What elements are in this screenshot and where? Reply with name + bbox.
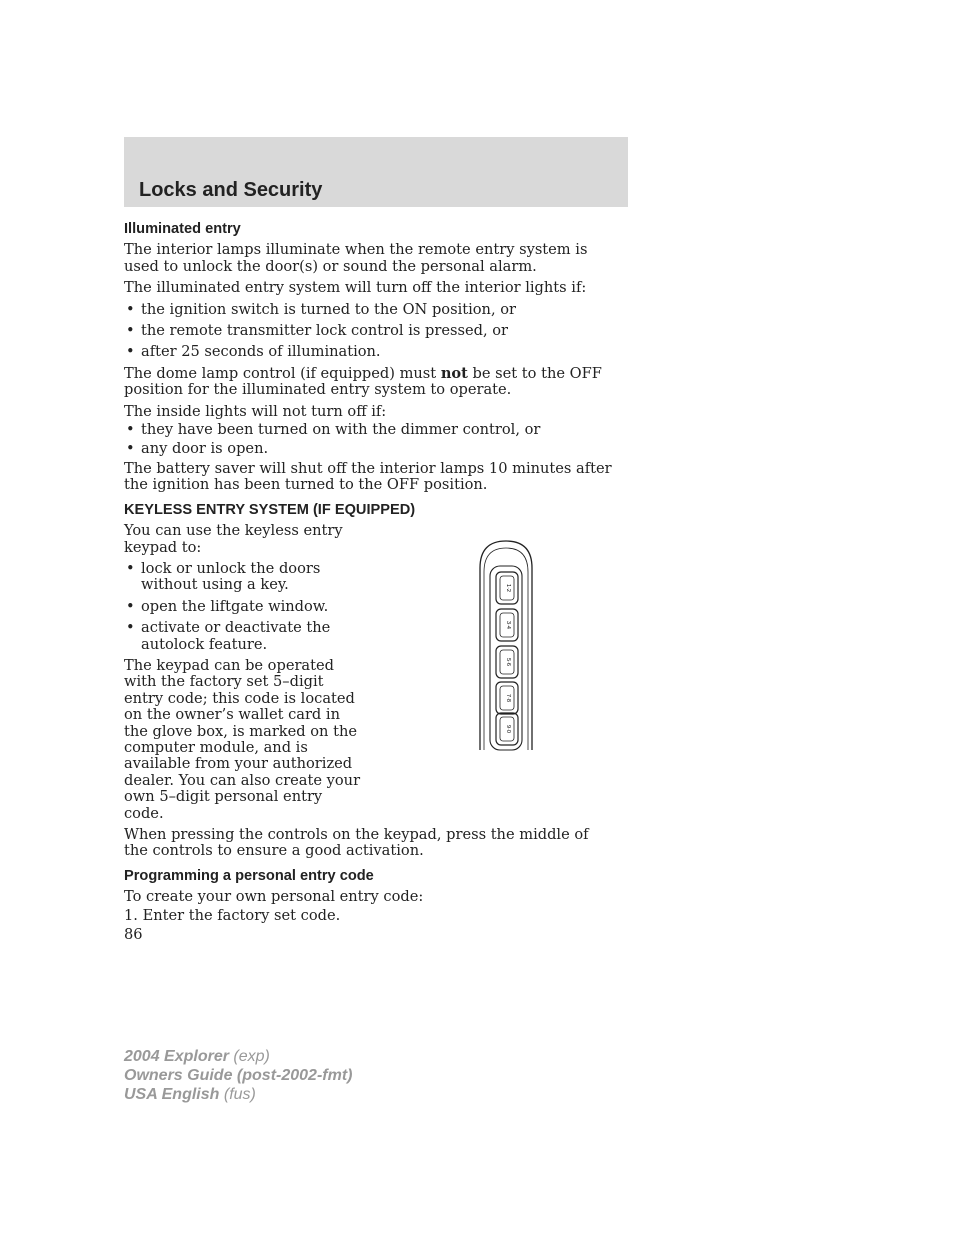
keypad-button-3-4 (496, 609, 518, 641)
bullet-icon: • (126, 597, 135, 615)
dome-lamp-paragraph: The dome lamp control (if equipped) must not be set to the OFF position for the illuminated entry system to operate. (124, 364, 602, 399)
keyless-entry-heading: KEYLESS ENTRY SYSTEM (IF EQUIPPED) (124, 501, 416, 518)
programming-paragraph: To create your own personal entry code: (124, 888, 424, 906)
list-item: • the remote transmitter lock control is pressed, or (126, 322, 508, 340)
keyless-keypad-illustration (474, 538, 538, 756)
keypad-button-1-2 (496, 572, 518, 604)
list-item: • any door is open. (126, 440, 269, 458)
footer-line-3: USA English (fus) (124, 1086, 256, 1103)
main-content (124, 221, 614, 929)
list-item: • the ignition switch is turned to the ON position, or (126, 300, 516, 318)
list-item: • they have been turned on with the dimmer control, or (126, 421, 541, 439)
bullet-icon: • (126, 440, 135, 458)
keypad-button-5-6 (496, 646, 518, 678)
programming-step-1: 1. Enter the factory set code. (124, 906, 341, 924)
emphasis-not: not (440, 364, 468, 382)
inside-lights-bullet-list (124, 422, 614, 458)
svg-text:7·8: 7·8 (505, 694, 511, 702)
keypad-button-7-8 (496, 682, 518, 714)
illuminated-bullet-list (124, 302, 614, 361)
illuminated-paragraph-2: The illuminated entry system will turn off the interior lights if: (124, 279, 587, 297)
section-title: Locks and Security (139, 179, 323, 201)
illuminated-paragraph-1: The interior lamps illuminate when the remote entry system is used to unlock the door(s) or sound the personal alarm. (124, 241, 588, 275)
document-footer (124, 1047, 352, 1104)
list-item: • lock or unlock the doors without using a key. (126, 559, 321, 594)
illuminated-paragraph-4: The inside lights will not turn off if: (124, 402, 387, 420)
section-header-band (124, 137, 628, 207)
svg-text:3·4: 3·4 (505, 621, 511, 629)
list-item: • open the liftgate window. (126, 597, 329, 615)
keypad-button-9-0 (496, 713, 518, 745)
keypad-operation-paragraph: The keypad can be operated with the factory set 5–digit entry code; this code is located on the owner’s wallet card in the glove box, is marked on the computer module, and is available from your authorized dealer. You can also create your own 5–digit personal entry code. (124, 656, 361, 822)
illuminated-entry-heading: Illuminated entry (124, 221, 241, 237)
footer-line-1: 2004 Explorer (exp) (124, 1048, 270, 1065)
bullet-icon: • (126, 619, 135, 637)
list-item: • activate or deactivate the autolock feature. (126, 619, 331, 653)
list-item: • after 25 seconds of illumination. (126, 343, 381, 361)
bullet-icon: • (126, 322, 135, 340)
battery-saver-paragraph: The battery saver will shut off the interior lamps 10 minutes after the ignition has been turned to the OFF position. (124, 459, 612, 494)
svg-text:1·2: 1·2 (505, 584, 511, 592)
bullet-icon: • (126, 300, 135, 318)
page-number: 86 (124, 926, 143, 943)
bullet-icon: • (126, 559, 135, 577)
bullet-icon: • (126, 421, 135, 439)
svg-text:9·0: 9·0 (505, 725, 511, 733)
keyless-bullet-list (124, 561, 369, 653)
programming-heading: Programming a personal entry code (124, 867, 374, 884)
keypad-pressing-paragraph: When pressing the controls on the keypad, press the middle of the controls to ensure a good activation. (124, 826, 589, 860)
footer-line-2: Owners Guide (post-2002-fmt) (124, 1067, 353, 1084)
keyless-paragraph-1: You can use the keyless entry keypad to: (124, 522, 343, 556)
svg-text:5·6: 5·6 (505, 658, 511, 666)
bullet-icon: • (126, 343, 135, 361)
